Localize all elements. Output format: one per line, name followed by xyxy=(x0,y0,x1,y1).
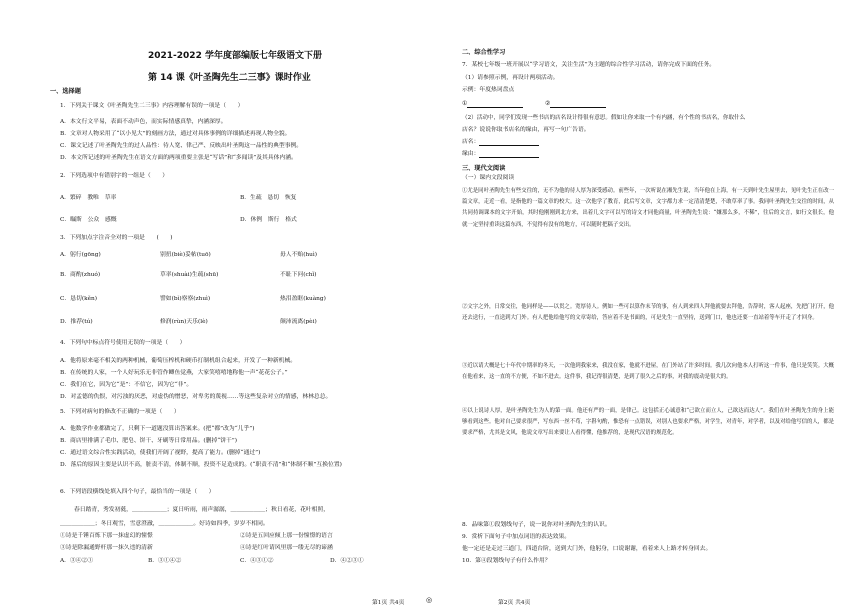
q3-d1: D．推荐(tú) xyxy=(60,319,93,325)
q6-passage-line1: 春日踏青，秀发初蕤，＿＿＿＿＿＿；夏日听雨，雨声潺潺，＿＿＿＿＿＿；秋日看花，花叶相照， xyxy=(74,507,330,513)
q7-blank-1-label: ① xyxy=(462,101,468,107)
doc-title: 2021-2022 学年度部编版七年级语文下册 xyxy=(148,51,322,61)
q3-d3: 颠沛流离(pèi) xyxy=(280,319,317,325)
q6-passage-line2: ＿＿＿＿＿＿；冬日观雪，雪意澄澈，＿＿＿＿＿＿。好诗如四季，岁岁不相同。 xyxy=(60,521,269,527)
q1-option-a: A．本文行文平易，表面不动声色，而实际情感真挚，内涵深厚。 xyxy=(60,119,227,125)
passage-para-4: ④以上说诗人厚，是叶圣陶先生为人的第一面。他还有严的一面，是律己。这包括正心诚意和“己欲立而立人，己欲达而达人”。我们在叶圣陶先生的身上能够看到这些。他对自己要求很严，写东西一丝不苟，字斟句酌，惟恐有一点错误，对别人也要求严格，对学生，对青年，对学者，以及对给他写信的人，都是要求严格，尤其是文风，他说文章写出来要让人看得懂，他推荐的，是现代汉语的规范化。 xyxy=(462,408,834,437)
blank-line xyxy=(467,101,523,108)
q7-blank-2[interactable] xyxy=(545,101,606,108)
q5-stem: 5．下列对病句的修改不正确的一项是（ ） xyxy=(60,409,180,415)
blank-line xyxy=(479,151,539,158)
q6-sentence-4: ④诗是红叶请风里那一缕无尽的谛涵 xyxy=(240,545,333,551)
page-number-left: 第1页 共4页 xyxy=(372,600,405,606)
q3-a3: 毋人不贻(huì) xyxy=(280,252,318,258)
q6-sentence-1: ①诗是千锤百炼下那一抹虚幻的憧憬 xyxy=(60,533,153,539)
q7-example: 示例：年度热词盘点 xyxy=(462,87,515,93)
q7-reason-label: 缘由： xyxy=(462,151,480,157)
q3-b2: 草率(shuài)生疏(shū) xyxy=(160,272,219,278)
q2-option-a: A．繁碎 教唯 草率 xyxy=(60,195,117,201)
q4-option-c: C．我们在它，因为它“是”：不信它，因为它“非”。 xyxy=(60,382,193,388)
q1-option-d: D．本文所记述的叶圣陶先生在语文方面的两项重要主张是“写话”和“多闻读”及其具体内涵。 xyxy=(60,155,297,161)
q5-option-d: D．落后的原因主要是认识不高，脏责不清，体制不顺，投资不足造成的。(“职责不清”和“体制不顺”互换位置) xyxy=(60,462,342,468)
blank-line xyxy=(550,101,606,108)
q1-option-b: B．文章对人物采用了“以小见大”的刻画方法，通过对具体事例的详细描述再现人物全貌。 xyxy=(60,131,291,137)
q6-option-d: D．④②③① xyxy=(330,558,364,564)
q3-b1: B．商酌(zhuó) xyxy=(60,272,101,278)
right-page xyxy=(430,0,860,608)
passage-para-2: ②文字之外，日常交往，他同样是——以贯之。宽厚待人。例如一些可以算作末节的事，有人到来四人拜他就要去拜他，告辞时，客人起座，先把门打开，他还去送行，一直送到大门外。有人把他给他写的文章寄给，答应着不是书面的，可是先生一直坚持，送到门口，他也还要一直站着等车开走了才回身。 xyxy=(462,304,834,322)
q6-option-c: C．④③①② xyxy=(240,558,274,564)
q5-option-a: A．他数学作业都做完了，只剩下一道题没算出答案来。(把“都”改为“儿乎”) xyxy=(60,426,255,432)
page-divider-icon: ◎ xyxy=(426,596,433,604)
q3-c3: 热泪盈眶(kuàng) xyxy=(280,296,326,302)
q6-stem: 6．下列语段横线处填入四个句子，最恰当的一项是（ ） xyxy=(60,489,215,495)
q7-stem: 7．某校七年级一班开展以“学习语文，关注生活”为主题的综合性学习活动，请你完成下面的任务。 xyxy=(462,62,716,68)
q2-option-c: C．瞩斯 公众 感慨 xyxy=(60,217,117,223)
q5-option-c: C．通过语文综合性实践活动，使我们开阔了视野，提高了能力。(删掉“通过”) xyxy=(60,450,261,456)
page-number-right: 第2页 共4页 xyxy=(498,600,531,606)
q10-stem: 10．第④段划线句子有什么作用？ xyxy=(462,558,551,564)
q4-stem: 4．下列句中标点符号使用无误的一项是（ ） xyxy=(60,340,186,346)
q7-task1: （1）请参照示例，再设计两项活动。 xyxy=(462,75,559,81)
q3-c1: C．恳切(kěn) xyxy=(60,296,98,302)
q4-option-b: B．在传统的人家，一个人好玩乐无非管作鲫鱼觉燕，大家笑嘻嘻地称他一声“花花公子。” xyxy=(60,370,288,376)
q7-task2-line1: （2）活动中，同学们发现一些书店的店名设计得很有意思。假如让你来取一个有内涵，有个性的书店名，你取什么 xyxy=(462,115,746,121)
q2-stem: 2．下列选项中有错别字的一组是（ ） xyxy=(60,173,169,179)
passage-para-1: ①尤是同叶圣陶先生有些交往的，无不为他的待人厚为深受感动。前些年，一次听说在湘先生说，当年他在上海，有一天到叶先生屋里去，见叶先生正在改一篇文章，走近一看，是指他的一篇文章的校大。这一次他学了教育，此后写文章，文字都力求一定清清楚楚，不敢草率了事。我同叶圣陶先生交往的时间，从共同持调课本的文字开始，其时他刚刚到北方来，出着几文字可以写的诗文才同他商量，叶圣陶先生说：“嫌那么多，不稀”，往后的文言，如行文很长，他就一定坚持重读这篇东西，不觉得有没有的地方，可以随时把稿子交出。 xyxy=(462,188,834,228)
q8-stem: 8．品味第①段划线句子，说一说你对叶圣陶先生的认识。 xyxy=(462,522,611,528)
q3-c2: 譬如(bì)察察(zhuì) xyxy=(160,296,211,302)
q9-stem: 9．赏析下面句子中加点词语的表达效果。 xyxy=(462,534,571,540)
q3-b3: 不耻下问(chǐ) xyxy=(280,272,317,278)
section-comprehensive: 二、综合性学习 xyxy=(462,49,506,56)
blank-line xyxy=(479,139,539,146)
passage-para-3: ③近以请大概是七十年代中期率的冬天，一次他到我家来，我没在家，他就不进屋，在门外站了许多时间。我几次向他本人打听这一件事，他只是笑笑。大概在他看来，这一直的不方便，不如不进去。这件事，我记得很清楚，是到了很久之后的事，对我的震动是很大的。 xyxy=(462,363,834,381)
q3-stem: 3．下列加点字注音全对的一项是 ( ) xyxy=(60,235,173,241)
reading-subsection: （一）课内文段阅读 xyxy=(462,175,515,181)
q6-sentence-3: ③诗是除漏通野杆那一抹久违的清新 xyxy=(60,545,153,551)
q7-reason[interactable] xyxy=(462,151,539,158)
q1-stem: 1．下列关于课文《叶圣陶先生二三事》内容理解有误的一项是（ ） xyxy=(60,103,244,109)
q3-a2: 别扭(biè)妥帖(tuō) xyxy=(160,252,211,258)
q3-d2: 修润(rùn)天乐(lè) xyxy=(160,319,208,325)
lesson-title: 第 14 课《叶圣陶先生二三事》课时作业 xyxy=(148,73,311,83)
q4-option-a: A．他将原来毫不相关的两种机械，葡萄压榨机和硬币打制机组合起来，开发了一种新机械。 xyxy=(60,358,297,364)
q3-a1: A．躬行(gōng) xyxy=(60,252,101,258)
q7-blank-1[interactable] xyxy=(462,101,523,108)
q5-option-b: B．商店里排满了毛巾、肥皂、饼干、牙刷等日常用品。(删掉“饼干”) xyxy=(60,438,238,444)
q7-blank-2-label: ② xyxy=(545,101,551,107)
q6-option-a: A．③④②① xyxy=(60,558,94,564)
q4-option-d: D．对孟德的仇恨，对污浊的厌恶，对虚伪的憎恶，对卑劣的蔑视……等这些复杂对立的情感，林林总总。 xyxy=(60,394,332,400)
q7-name-label: 店名： xyxy=(462,139,480,145)
q6-option-b: B．③①④② xyxy=(148,558,182,564)
q2-option-b: B．生疏 恳切 恢复 xyxy=(240,195,297,201)
q1-option-c: C．课文记述了叶圣陶先生的过人品性：待人宽、律己严、反映出叶圣陶这一品性的典型事例。 xyxy=(60,143,303,149)
q2-option-d: D．休例 斯行 格式 xyxy=(240,217,297,223)
section-reading: 三、现代文阅读 xyxy=(462,165,506,172)
section-choice: 一、选择题 xyxy=(50,88,81,95)
q6-sentence-2: ②诗是五回应倾上那一份憧憬的语言 xyxy=(240,533,333,539)
q9-sentence: 他一定还是走过三道门，四道台阶，送到大门外，他躬身，口说谢谢，看着来人上路才转身回去。 xyxy=(462,546,712,552)
q7-bookstore-name[interactable] xyxy=(462,139,539,146)
q7-task2-line2: 店名？说说你取书店名的缘由，再写一句广告语。 xyxy=(462,127,590,133)
